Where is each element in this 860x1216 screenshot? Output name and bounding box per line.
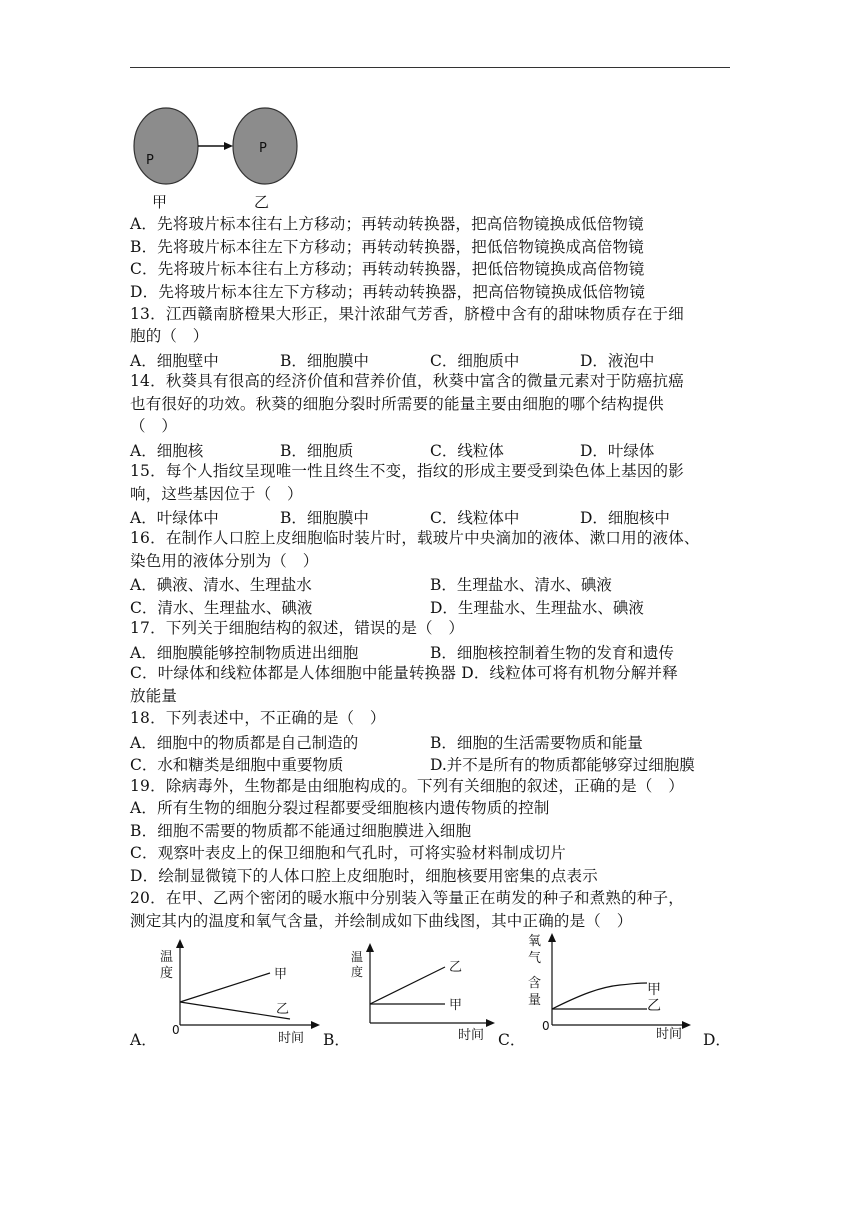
graph-b-ylabel: 温 [351, 950, 364, 964]
q13-option-b: B．细胞膜中 [280, 352, 369, 370]
graph-a-y-arrow-icon [176, 939, 184, 948]
graph-a [150, 935, 325, 1045]
figure-letter-right: P [259, 141, 267, 156]
microscope-field-figure [128, 100, 308, 212]
figure-caption-right: 乙 [254, 193, 270, 211]
q14-stem-line3: （ ） [130, 417, 178, 435]
q17-option-d-cont: 放能量 [130, 687, 178, 705]
q15-stem-line2: 响，这些基因位于（ ） [130, 485, 303, 503]
graph-a-origin: 0 [172, 1023, 180, 1037]
q17-option-a: A．细胞膜能够控制物质进出细胞 [130, 644, 359, 662]
graph-c-letter: C． [498, 1031, 526, 1049]
q14-stem-line1: 14．秋葵具有很高的经济价值和营养价值，秋葵中富含的微量元素对于防癌抗癌 [130, 372, 684, 390]
q14-option-d: D．叶绿体 [580, 442, 655, 460]
q18-option-b: B．细胞的生活需要物质和能量 [430, 734, 643, 752]
q14-stem-line2: 也有很好的功效。秋葵的细胞分裂时所需要的能量主要由细胞的哪个结构提供 [130, 395, 664, 413]
q13-stem-line2: 胞的（ ） [130, 327, 209, 345]
q17-stem: 17．下列关于细胞结构的叙述，错误的是（ ） [130, 619, 465, 637]
q19-option-d: D．绘制显微镜下的人体口腔上皮细胞时，细胞核要用密集的点表示 [130, 867, 598, 885]
q13-stem-line1: 13．江西赣南脐橙果大形正，果汁浓甜气芳香，脐橙中含有的甜味物质存在于细 [130, 305, 684, 323]
graph-b-line-yi [370, 967, 445, 1004]
graph-d-letter: D． [703, 1031, 731, 1049]
graph-c-x-arrow-icon [682, 1021, 691, 1029]
q15-option-a: A．叶绿体中 [130, 509, 219, 527]
graph-c-ylabel-3: 含 [528, 976, 542, 991]
graph-c-y-arrow-icon [548, 933, 556, 942]
graph-b-letter: B． [323, 1031, 350, 1049]
q16-option-c: C．清水、生理盐水、碘液 [130, 599, 313, 617]
q16-stem-line2: 染色用的液体分别为（ ） [130, 552, 319, 570]
q20-stem-line1: 20．在甲、乙两个密闭的暖水瓶中分别装入等量正在萌发的种子和煮熟的种子， [130, 889, 684, 907]
graph-b-ylabel-2: 度 [351, 965, 364, 979]
figure-letter-left: P [146, 153, 154, 168]
q19-option-a: A．所有生物的细胞分裂过程都要受细胞核内遗传物质的控制 [130, 799, 550, 817]
arrow-head-icon [224, 142, 233, 150]
graph-c-series-yi: 乙 [647, 998, 661, 1014]
graph-a-ylabel-2: 度 [160, 966, 174, 981]
graph-c-ylabel-2: 气 [528, 951, 542, 966]
graph-c-origin: 0 [542, 1019, 550, 1033]
q17-option-b: B．细胞核控制着生物的发育和遗传 [430, 644, 674, 662]
q16-option-b: B．生理盐水、清水、碘液 [430, 576, 612, 594]
graph-b-series-jia: 甲 [449, 998, 463, 1013]
graph-c-ylabel-4: 量 [528, 993, 542, 1008]
graph-a-letter: A． [130, 1031, 157, 1049]
q15-option-c: C．线粒体中 [430, 509, 520, 527]
graph-b-x-arrow-icon [486, 1019, 495, 1027]
q13-option-a: A．细胞壁中 [130, 352, 219, 370]
graph-a-series-jia: 甲 [274, 967, 288, 982]
q17-option-cd-line: C．叶绿体和线粒体都是人体细胞中能量转换器 D．线粒体可将有机物分解并释 [130, 664, 678, 682]
graph-b-y-arrow-icon [366, 943, 374, 952]
q18-option-c: C．水和糖类是细胞中重要物质 [130, 756, 344, 774]
q16-option-a: A．碘液、清水、生理盐水 [130, 576, 312, 594]
graph-a-line-yi [180, 1002, 290, 1019]
q16-stem-line1: 16．在制作人口腔上皮细胞临时装片时，载玻片中央滴加的液体、漱口用的液体、 [130, 529, 700, 547]
graph-b-series-yi: 乙 [449, 960, 463, 975]
q19-option-b: B．细胞不需要的物质都不能通过细胞膜进入细胞 [130, 822, 472, 840]
q14-option-b: B．细胞质 [280, 442, 354, 460]
q16-option-d: D．生理盐水、生理盐水、碘液 [430, 599, 644, 617]
graph-c-curve-jia [552, 983, 647, 1009]
q19-stem: 19．除病毒外，生物都是由细胞构成的。下列有关细胞的叙述，正确的是（ ） [130, 777, 684, 795]
q12-option-a: A．先将玻片标本往右上方移动；再转动转换器，把高倍物镜换成低倍物镜 [130, 215, 644, 233]
header-rule [130, 67, 730, 68]
graph-c-ylabel-1: 氧 [528, 934, 542, 949]
q15-option-d: D．细胞核中 [580, 509, 670, 527]
q18-option-a: A．细胞中的物质都是自己制造的 [130, 734, 359, 752]
q20-stem-line2: 测定其内的温度和氧气含量，并绘制成如下曲线图，其中正确的是（ ） [130, 912, 633, 930]
graph-b [345, 935, 495, 1045]
graph-c [525, 925, 700, 1043]
graph-a-line-jia [180, 973, 270, 1002]
graph-b-xlabel: 时间 [458, 1028, 485, 1043]
q13-option-c: C．细胞质中 [430, 352, 520, 370]
q12-option-c: C．先将玻片标本往右上方移动；再转动转换器，把低倍物镜换成高倍物镜 [130, 260, 645, 278]
q13-option-d: D．液泡中 [580, 352, 655, 370]
graph-a-x-arrow-icon [311, 1021, 320, 1029]
graph-c-xlabel: 时间 [656, 1027, 683, 1042]
graph-a-xlabel: 时间 [278, 1031, 305, 1045]
q12-option-d: D．先将玻片标本往左下方移动；再转动转换器，把高倍物镜换成低倍物镜 [130, 283, 646, 301]
q12-option-b: B．先将玻片标本往左下方移动；再转动转换器，把低倍物镜换成高倍物镜 [130, 238, 644, 256]
graph-c-series-jia: 甲 [647, 982, 661, 998]
figure-caption-left: 甲 [152, 193, 168, 211]
q18-option-d: D.并不是所有的物质都能够穿过细胞膜 [430, 756, 695, 774]
q19-option-c: C．观察叶表皮上的保卫细胞和气孔时，可将实验材料制成切片 [130, 844, 566, 862]
q14-option-c: C．线粒体 [430, 442, 504, 460]
graph-a-series-yi: 乙 [276, 1002, 290, 1017]
graph-a-ylabel: 温 [160, 950, 174, 965]
q15-stem-line1: 15．每个人指纹呈现唯一性且终生不变，指纹的形成主要受到染色体上基因的影 [130, 462, 684, 480]
q14-option-a: A．细胞核 [130, 442, 204, 460]
q15-option-b: B．细胞膜中 [280, 509, 369, 527]
q18-stem: 18．下列表述中，不正确的是（ ） [130, 709, 386, 727]
field-circle-left [134, 108, 198, 184]
